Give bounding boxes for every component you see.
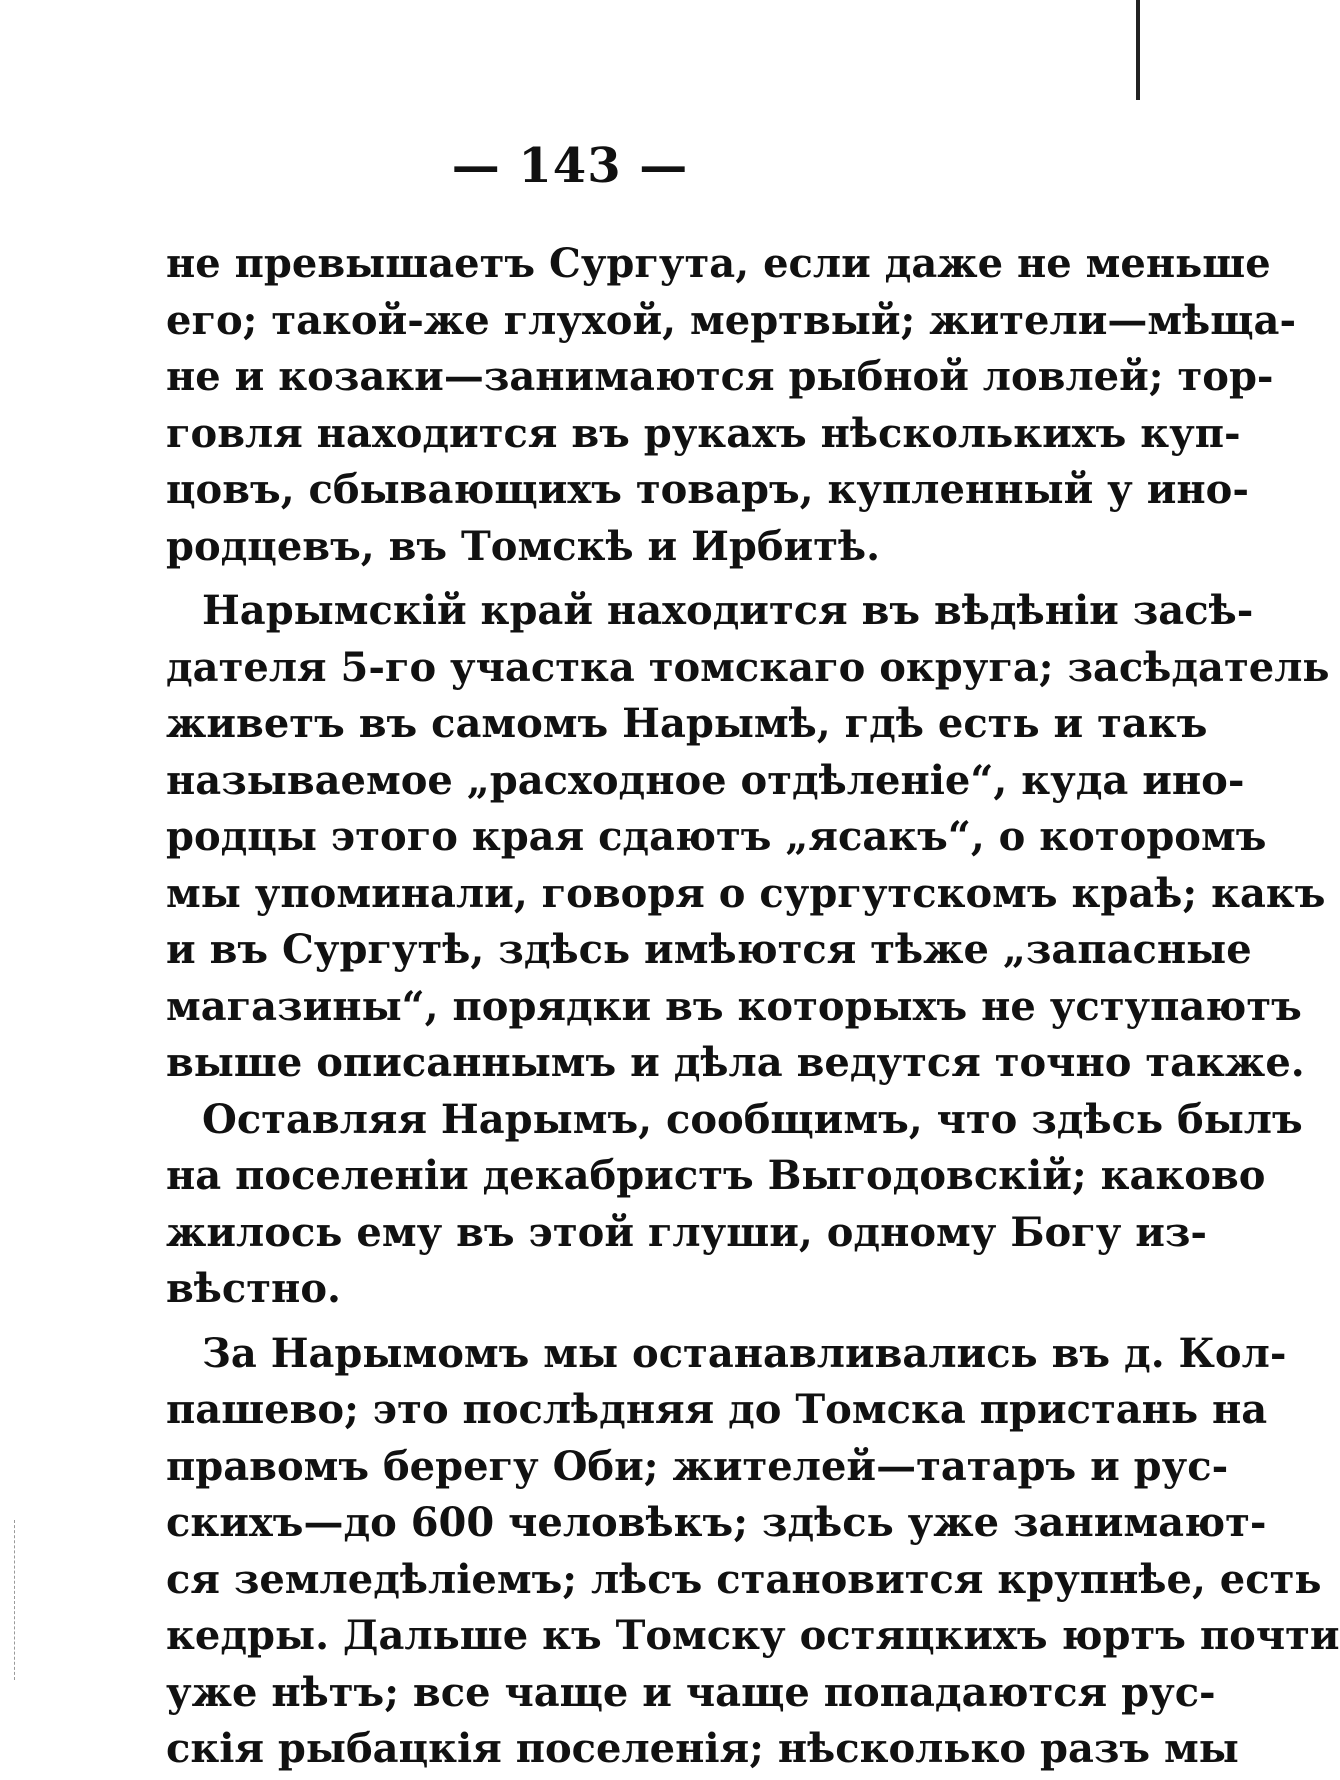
page-number: — 143 — <box>451 138 689 194</box>
text-line: цовъ, сбывающихъ товаръ, купленный у ино- <box>166 466 1249 513</box>
text-line: Оставляя Нарымъ, сообщимъ, что здѣсь былъ <box>202 1095 1303 1143</box>
text-line: его; такой-же глухой, мертвый; жители—мѣща- <box>166 296 1297 344</box>
text-line: скія рыбацкія поселенія; нѣсколько разъ мы <box>166 1725 1239 1772</box>
text-line: вѣстно. <box>166 1265 341 1312</box>
text-line: пашево; это послѣдняя до Томска пристань на <box>166 1386 1268 1433</box>
text-line: Нарымскій край находится въ вѣдѣніи засѣ- <box>202 587 1254 634</box>
text-line: не и козаки—занимаются рыбной ловлей; тор- <box>166 353 1274 400</box>
text-line: живетъ въ самомъ Нарымѣ, гдѣ есть и такъ <box>166 700 1208 747</box>
text-line: родцы этого края сдаютъ „ясакъ“, о которомъ <box>166 813 1267 860</box>
text-line: говля находится въ рукахъ нѣсколькихъ куп- <box>166 409 1241 457</box>
text-line: называемое „расходное отдѣленіе“, куда ино- <box>166 756 1245 804</box>
text-line: уже нѣтъ; все чаще и чаще попадаются рус- <box>166 1668 1216 1716</box>
page-body-text <box>166 236 1340 1778</box>
text-line: правомъ берегу Оби; жителей—татаръ и рус- <box>166 1442 1229 1490</box>
text-line: родцевъ, въ Томскѣ и Ирбитѣ. <box>166 522 881 570</box>
text-line: За Нарымомъ мы останавливались въ д. Кол- <box>202 1329 1287 1377</box>
text-line: на поселеніи декабристъ Выгодовскій; каково <box>166 1152 1266 1199</box>
text-line: мы упоминали, говоря о сургутскомъ краѣ; какъ <box>166 869 1326 917</box>
scan-margin-mark <box>14 1520 16 1680</box>
text-line: и въ Сургутѣ, здѣсь имѣются тѣже „запасные <box>166 926 1252 973</box>
paragraph-gap <box>166 1318 1036 1326</box>
text-line: не превышаетъ Сургута, если даже не меньше <box>166 240 1271 287</box>
paragraph-gap <box>166 575 1036 583</box>
text-line: кедры. Дальше къ Томску остяцкихъ юртъ почти <box>166 1612 1340 1659</box>
text-line: скихъ—до 600 человѣкъ; здѣсь уже занимают- <box>166 1499 1267 1546</box>
text-line: магазины“, порядки въ которыхъ не уступаютъ <box>166 982 1302 1030</box>
scan-edge-mark <box>1136 0 1140 100</box>
text-line: дателя 5-го участка томскаго округа; засѣдатель <box>166 643 1330 691</box>
text-line: жилось ему въ этой глуши, одному Богу из- <box>166 1208 1208 1256</box>
text-line: ся земледѣліемъ; лѣсъ становится крупнѣе, есть <box>166 1555 1322 1603</box>
text-line: выше описаннымъ и дѣла ведутся точно также. <box>166 1039 1305 1086</box>
